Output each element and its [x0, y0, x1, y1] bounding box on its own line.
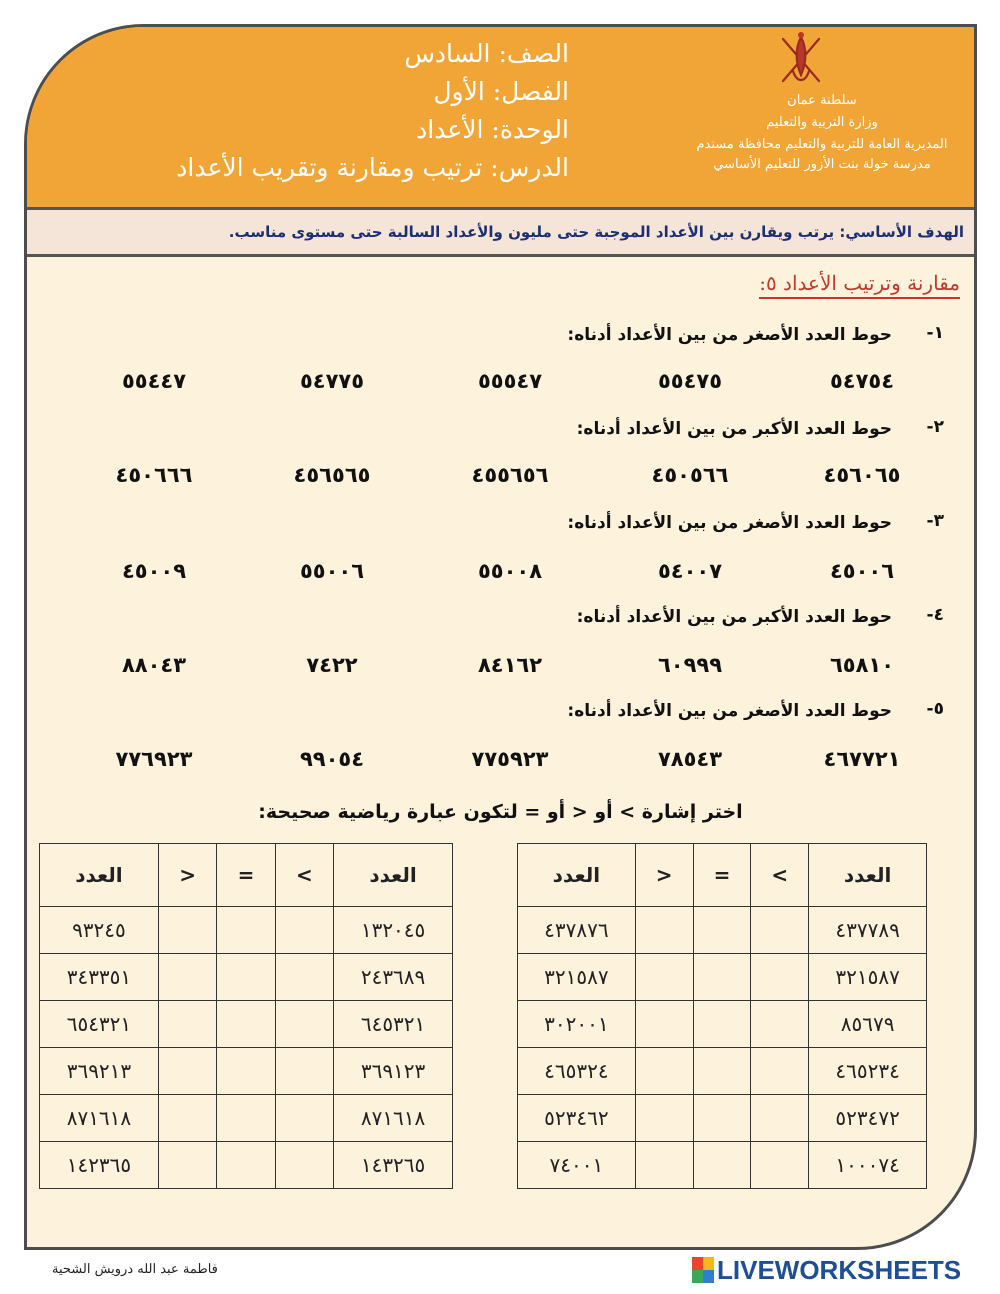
table-row	[518, 1048, 927, 1095]
answer-cell-eq[interactable]	[693, 954, 751, 1001]
answer-cell-eq[interactable]	[217, 1048, 275, 1095]
question-option[interactable]: ٦٠٩٩٩	[657, 653, 723, 677]
question-option[interactable]: ٧٤٢٢	[306, 653, 358, 677]
question-option[interactable]: ٥٤٧٥٤	[829, 369, 895, 393]
table-row	[518, 1142, 927, 1189]
question-option[interactable]: ٨٨٠٤٣	[121, 653, 187, 677]
number-cell: ٨٧١٦١٨	[40, 1095, 159, 1142]
answer-cell-lt[interactable]	[751, 954, 809, 1001]
number-cell: ٣٦٩٢١٣	[40, 1048, 159, 1095]
answer-cell-lt[interactable]	[275, 954, 333, 1001]
question-text: حوط العدد الأصغر من بين الأعداد أدناه:	[567, 701, 892, 721]
column-header-eq: =	[217, 844, 275, 907]
answer-cell-eq[interactable]	[217, 954, 275, 1001]
answer-cell-gt[interactable]	[158, 1001, 216, 1048]
org-line-4: مدرسة خولة بنت الأزور للتعليم الأساسي	[713, 157, 931, 172]
answer-cell-gt[interactable]	[158, 1142, 216, 1189]
question-number: ٥-	[926, 699, 944, 719]
number-cell: ٨٥٦٧٩	[809, 1001, 927, 1048]
oman-emblem-icon	[775, 31, 827, 93]
answer-cell-gt[interactable]	[635, 1048, 693, 1095]
question-option[interactable]: ٥٤٧٧٥	[299, 369, 365, 393]
number-cell: ١٣٢٠٤٥	[334, 907, 453, 954]
worksheet-page	[24, 24, 977, 1250]
compare-instruction: اختر إشارة > أو < أو = لتكون عبارة رياضية صحيحة:	[258, 801, 743, 823]
number-cell: ٣٤٣٣٥١	[40, 954, 159, 1001]
number-cell: ١٤٣٢٦٥	[334, 1142, 453, 1189]
answer-cell-eq[interactable]	[693, 1142, 751, 1189]
table-row	[40, 1142, 453, 1189]
question-option[interactable]: ٦٥٨١٠	[829, 653, 895, 677]
column-header-lt: <	[275, 844, 333, 907]
question-number: ٤-	[926, 605, 944, 625]
table-row	[40, 1048, 453, 1095]
answer-cell-gt[interactable]	[635, 1142, 693, 1189]
question-option[interactable]: ٥٥٤٤٧	[121, 369, 187, 393]
question-text: حوط العدد الأكبر من بين الأعداد أدناه:	[576, 419, 892, 439]
number-cell: ٤٣٧٨٧٦	[518, 907, 636, 954]
answer-cell-eq[interactable]	[217, 907, 275, 954]
answer-cell-gt[interactable]	[158, 1095, 216, 1142]
compare-table-left	[39, 843, 453, 1189]
table-header-row	[40, 844, 453, 907]
number-cell: ٣٢١٥٨٧	[518, 954, 636, 1001]
objective-text: الهدف الأساسي: يرتب ويقارن بين الأعداد الموجبة حتى مليون والأعداد السالبة حتى مستوى مناسب.	[27, 207, 974, 257]
question-option[interactable]: ٥٥٤٧٥	[657, 369, 723, 393]
question-option[interactable]: ٧٧٥٩٢٣	[471, 747, 549, 771]
answer-cell-gt[interactable]	[635, 1095, 693, 1142]
question-option[interactable]: ٥٥٥٤٧	[477, 369, 543, 393]
unit-line: الوحدة: الأعداد	[416, 115, 569, 144]
answer-cell-lt[interactable]	[751, 907, 809, 954]
answer-cell-eq[interactable]	[693, 1095, 751, 1142]
table-row	[40, 1095, 453, 1142]
answer-cell-lt[interactable]	[751, 1048, 809, 1095]
answer-cell-eq[interactable]	[693, 1001, 751, 1048]
question-option[interactable]: ٩٩٠٥٤	[299, 747, 365, 771]
author-signature: فاطمة عبد الله درويش الشحية	[52, 1262, 218, 1277]
number-cell: ٤٦٥٣٢٤	[518, 1048, 636, 1095]
answer-cell-lt[interactable]	[275, 1048, 333, 1095]
table-row	[518, 1001, 927, 1048]
column-header-number: العدد	[518, 844, 636, 907]
lesson-line: الدرس: ترتيب ومقارنة وتقريب الأعداد	[176, 153, 569, 182]
answer-cell-lt[interactable]	[751, 1001, 809, 1048]
column-header-eq: =	[693, 844, 751, 907]
answer-cell-eq[interactable]	[693, 1048, 751, 1095]
question-text: حوط العدد الأكبر من بين الأعداد أدناه:	[576, 607, 892, 627]
question-option[interactable]: ٤٥٦٥٦٥	[293, 463, 371, 487]
question-number: ١-	[926, 323, 944, 343]
number-cell: ٣٢١٥٨٧	[809, 954, 927, 1001]
compare-table-right	[517, 843, 927, 1189]
number-cell: ٧٤٠٠١	[518, 1142, 636, 1189]
answer-cell-gt[interactable]	[635, 907, 693, 954]
answer-cell-lt[interactable]	[275, 1142, 333, 1189]
table-row	[518, 907, 927, 954]
question-option[interactable]: ٧٧٦٩٢٣	[115, 747, 193, 771]
question-text: حوط العدد الأصغر من بين الأعداد أدناه:	[567, 325, 892, 345]
table-row	[40, 907, 453, 954]
question-option[interactable]: ٤٥٦٠٦٥	[823, 463, 901, 487]
question-option[interactable]: ٤٥٥٦٥٦	[471, 463, 549, 487]
answer-cell-eq[interactable]	[217, 1095, 275, 1142]
answer-cell-lt[interactable]	[275, 1095, 333, 1142]
question-option[interactable]: ٤٦٧٧٢١	[823, 747, 901, 771]
question-option[interactable]: ٥٤٠٠٧	[657, 559, 723, 583]
table-row	[40, 1001, 453, 1048]
number-cell: ١٤٢٣٦٥	[40, 1142, 159, 1189]
table-header-row	[518, 844, 927, 907]
column-header-lt: <	[751, 844, 809, 907]
question-option[interactable]: ٧٨٥٤٣	[657, 747, 723, 771]
number-cell: ٤٦٥٢٣٤	[809, 1048, 927, 1095]
org-line-3: المديرية العامة للتربية والتعليم محافظة مسندم	[696, 137, 948, 152]
table-row	[518, 1095, 927, 1142]
liveworksheets-logo-icon	[692, 1257, 714, 1283]
brand-text: LIVEWORKSHEETS	[717, 1254, 962, 1285]
column-header-gt: >	[635, 844, 693, 907]
answer-cell-lt[interactable]	[751, 1095, 809, 1142]
table-row	[518, 954, 927, 1001]
number-cell: ٩٣٢٤٥	[40, 907, 159, 954]
grade-line: الصف: السادس	[404, 39, 569, 68]
question-option[interactable]: ٤٥٠٠٩	[121, 559, 187, 583]
question-text: حوط العدد الأصغر من بين الأعداد أدناه:	[567, 513, 892, 533]
number-cell: ١٠٠٠٧٤	[809, 1142, 927, 1189]
number-cell: ٨٧١٦١٨	[334, 1095, 453, 1142]
org-line-1: سلطنة عمان	[787, 93, 857, 108]
question-option[interactable]: ٤٥٠٥٦٦	[651, 463, 729, 487]
number-cell: ٥٢٣٤٧٢	[809, 1095, 927, 1142]
number-cell: ٥٢٣٤٦٢	[518, 1095, 636, 1142]
org-line-2: وزارة التربية والتعليم	[766, 115, 878, 130]
table-row	[40, 954, 453, 1001]
liveworksheets-brand[interactable]	[692, 1254, 961, 1286]
answer-cell-gt[interactable]	[158, 1048, 216, 1095]
question-option[interactable]: ٨٤١٦٢	[477, 653, 543, 677]
answer-cell-eq[interactable]	[693, 907, 751, 954]
number-cell: ٣٠٢٠٠١	[518, 1001, 636, 1048]
header-banner	[27, 27, 974, 207]
column-header-number: العدد	[40, 844, 159, 907]
question-option[interactable]: ٤٥٠٠٦	[829, 559, 895, 583]
number-cell: ٤٣٧٧٨٩	[809, 907, 927, 954]
number-cell: ٣٦٩١٢٣	[334, 1048, 453, 1095]
question-option[interactable]: ٥٥٠٠٨	[477, 559, 543, 583]
answer-cell-eq[interactable]	[217, 1142, 275, 1189]
answer-cell-gt[interactable]	[635, 954, 693, 1001]
question-number: ٣-	[926, 511, 944, 531]
question-option[interactable]: ٤٥٠٦٦٦	[115, 463, 193, 487]
column-header-number: العدد	[334, 844, 453, 907]
term-line: الفصل: الأول	[433, 77, 569, 106]
answer-cell-lt[interactable]	[751, 1142, 809, 1189]
question-number: ٢-	[926, 417, 944, 437]
answer-cell-eq[interactable]	[217, 1001, 275, 1048]
number-cell: ٦٥٤٣٢١	[40, 1001, 159, 1048]
question-option[interactable]: ٥٥٠٠٦	[299, 559, 365, 583]
answer-cell-gt[interactable]	[635, 1001, 693, 1048]
answer-cell-lt[interactable]	[275, 907, 333, 954]
column-header-gt: >	[158, 844, 216, 907]
column-header-number: العدد	[809, 844, 927, 907]
number-cell: ٢٤٣٦٨٩	[334, 954, 453, 1001]
number-cell: ٦٤٥٣٢١	[334, 1001, 453, 1048]
section-title: مقارنة وترتيب الأعداد ٥:	[759, 271, 960, 299]
answer-cell-gt[interactable]	[158, 907, 216, 954]
answer-cell-lt[interactable]	[275, 1001, 333, 1048]
answer-cell-gt[interactable]	[158, 954, 216, 1001]
